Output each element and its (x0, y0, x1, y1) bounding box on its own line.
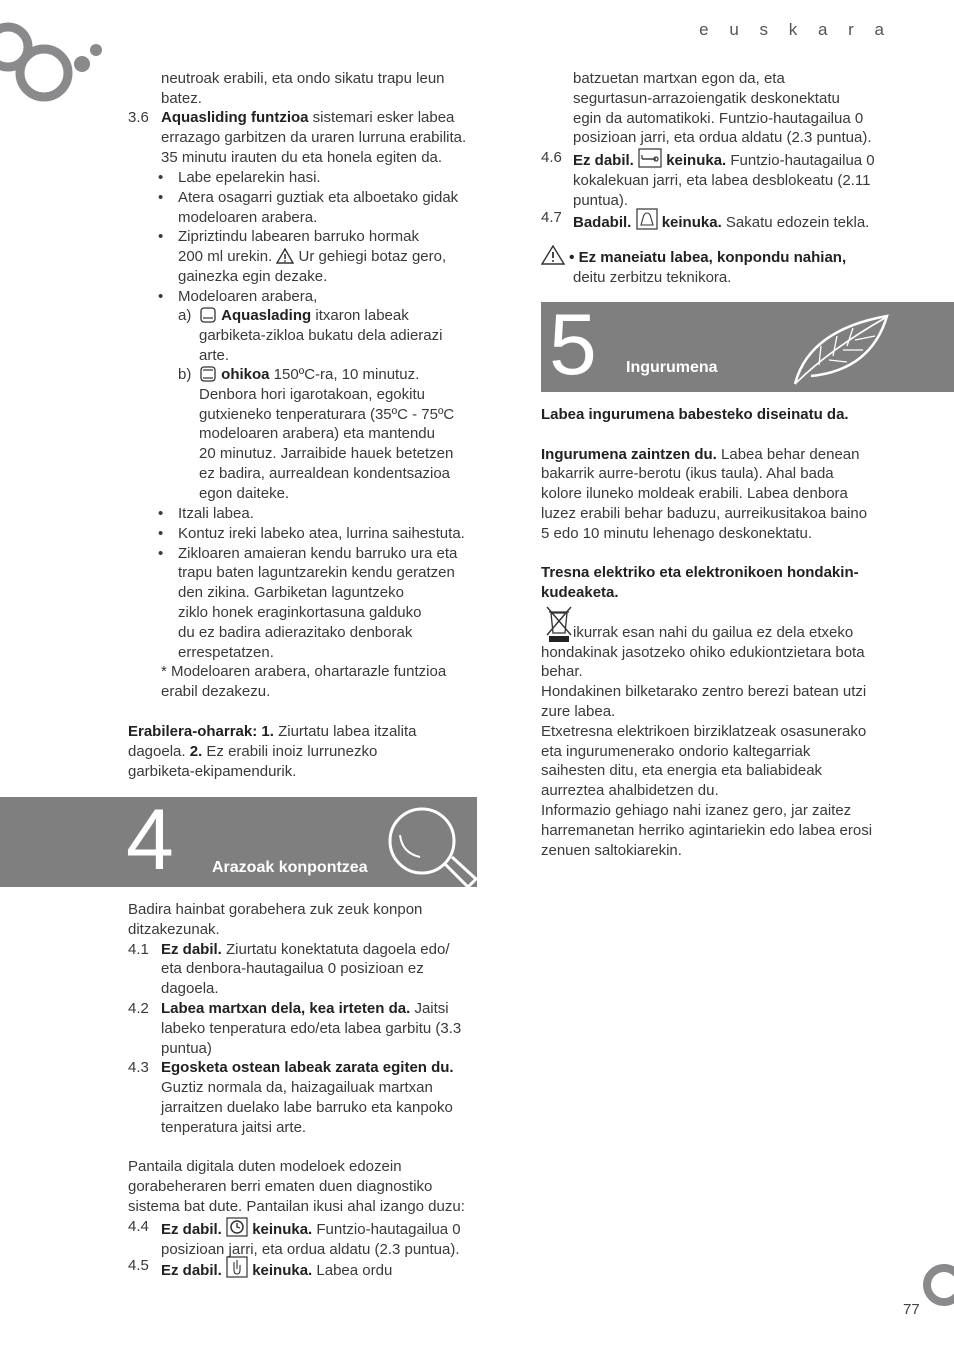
weee-heading: Tresna elektriko eta elektronikoen hondakin- kudeaketa. (541, 564, 859, 602)
brand-circle-corner (920, 1262, 954, 1308)
section-5-header (541, 297, 954, 393)
section-4-intro: Badira hainbat gorabehera zuk zeuk konpon ditzakezunak. (128, 901, 423, 938)
item-4-2-number: 4.2 (128, 1000, 149, 1017)
item-4-2: Labea martxan dela, kea irteten da. Jaitsi labeko tenperatura edo/eta labea garbitu (3.3 puntua) (161, 1000, 462, 1057)
item-4-7: Badabil. keinuka. Sakatu edozein tekla. (573, 208, 869, 233)
item-4-1: Ez dabil. Ziurtatu konektatuta dagoela edo/ eta denbora-hautagailua 0 posizioan ez dagoela. (161, 940, 450, 998)
option-a-label: a) (178, 307, 192, 324)
oven-conventional-icon (199, 366, 217, 382)
item-3-6-number: 3.6 (128, 109, 149, 126)
item-4-5-number: 4.5 (128, 1257, 149, 1275)
item-4-1-number: 4.1 (128, 940, 149, 958)
timer-hand-icon (226, 1256, 248, 1278)
model-note: * Modeloaren arabera, ohartarazle funtzioa erabil dezakezu. (161, 663, 447, 700)
item-4-3-number: 4.3 (128, 1059, 149, 1077)
option-b: ohikoa 150ºC-ra, 10 minutuz. Denbora hori igarotakoan, egokitu gutxieneko tenperaturara (35ºC - 75ºC modeloaren arabera) eta mantendu 20 minutuz. Jarraibide hauek betetzen ez badira, aurrealdean kondentsazioa egon daiteke. (199, 366, 455, 502)
page-number: 77 (903, 1301, 920, 1318)
section-5-title: Ingurumena (626, 359, 718, 376)
right-top-text: batzuetan martxan egon da, eta segurtasun-arrazoiengatik deskonektatu egin da automatikoki. Funtzio-hautagailua 0 posizioan jarri, eta ordua aldatu (2.3 puntua). (573, 70, 872, 147)
clock-icon (226, 1217, 248, 1237)
weee-text: ikurrak esan nahi du gailua ez dela etxeko hondakinak jasotzeko ohiko edukiontzietara bota behar. Hondakinen bilketarako zentro berezi batean utzi zure labea. Etxetresna elektrikoen birziklatzeak osasunerako eta ingurumenerako ondorio kaltegarriak saihesten ditu, eta energia eta baliabideak aurreztea ahalbidetzen du. Informazio gehiago nahi izanez gero, jar zaitez harremanetan herriko agintariekin edo labea erosi zenuen saltokiarekin. (541, 623, 873, 859)
warning-icon (541, 245, 565, 265)
leaf-icon (789, 310, 893, 390)
section-4-header (0, 792, 477, 888)
environment-paragraph: Ingurumena zaintzen du. Labea behar denean bakarrik aurre-berotu (ikus taula). Ahal bada kolore iluneko moldeak erabili. Labea denbora luzez erabili behar baduzu, aurreikusitakoa baino 5 edo 10 minutu lehenago deskonektatu. (541, 445, 868, 542)
section-4-title: Arazoak konpontzea (212, 859, 368, 876)
item-4-4: Ez dabil. keinuka. Funtzio-hautagailua 0 posizioan jarri, eta ordua aldatu (2.3 puntua). (161, 1217, 461, 1260)
section-4-number: 4 (126, 792, 174, 888)
safety-warning: • Ez maneiatu labea, konpondu nahian, deitu zerbitzu teknikora. (541, 245, 846, 288)
item-4-7-number: 4.7 (541, 208, 562, 226)
bell-icon (636, 208, 658, 230)
item-4-6: Ez dabil. keinuka. Funtzio-hautagailua 0 kokalekuan jarri, eta labea desblokeatu (2.11 puntua). (573, 148, 875, 210)
item-4-6-number: 4.6 (541, 149, 562, 167)
warning-icon (276, 248, 294, 264)
magnifier-icon (386, 805, 478, 887)
item-4-4-number: 4.4 (128, 1217, 149, 1235)
option-b-label: b) (178, 366, 192, 383)
item-4-3: Egosketa ostean labeak zarata egiten du. Guztiz normala da, haizagailuak martxan jarraitzen duelako labe barruko eta kanpoko tenperatura jaitsi arte. (161, 1059, 454, 1136)
lock-key-icon (638, 148, 662, 168)
brand-circles-logo (0, 22, 110, 104)
section-5-number: 5 (549, 297, 597, 393)
usage-notes: Erabilera-oharrak: 1. Ziurtatu labea itzalita dagoela. 2. Ez erabili inoiz lurrunezko garbiketa-ekipamendurik. (128, 723, 417, 780)
item-4-5: Ez dabil. keinuka. Labea ordu (161, 1256, 392, 1281)
oven-function-icon (199, 307, 217, 323)
option-a: Aquaslading itxaron labeak garbiketa-zikloa bukatu dela adierazi arte. (199, 307, 443, 364)
environment-heading: Labea ingurumena babesteko diseinatu da. (541, 406, 849, 423)
intro-text: neutroak erabili, eta ondo sikatu trapu leun batez. (161, 70, 445, 107)
display-models-text: Pantaila digitala duten modeloek edozein gorabeheraren berri ematen duen diagnostiko sistema bat dute. Pantailan ikusi ahal izango duzu: (128, 1158, 465, 1215)
item-3-6: Aquasliding funtzioa sistemari esker labea errazago garbitzen da uraren lurruna erabilita. 35 minutu irauten du eta honela egiten da. (161, 109, 467, 166)
language-label: e u s k a r a (699, 20, 892, 39)
